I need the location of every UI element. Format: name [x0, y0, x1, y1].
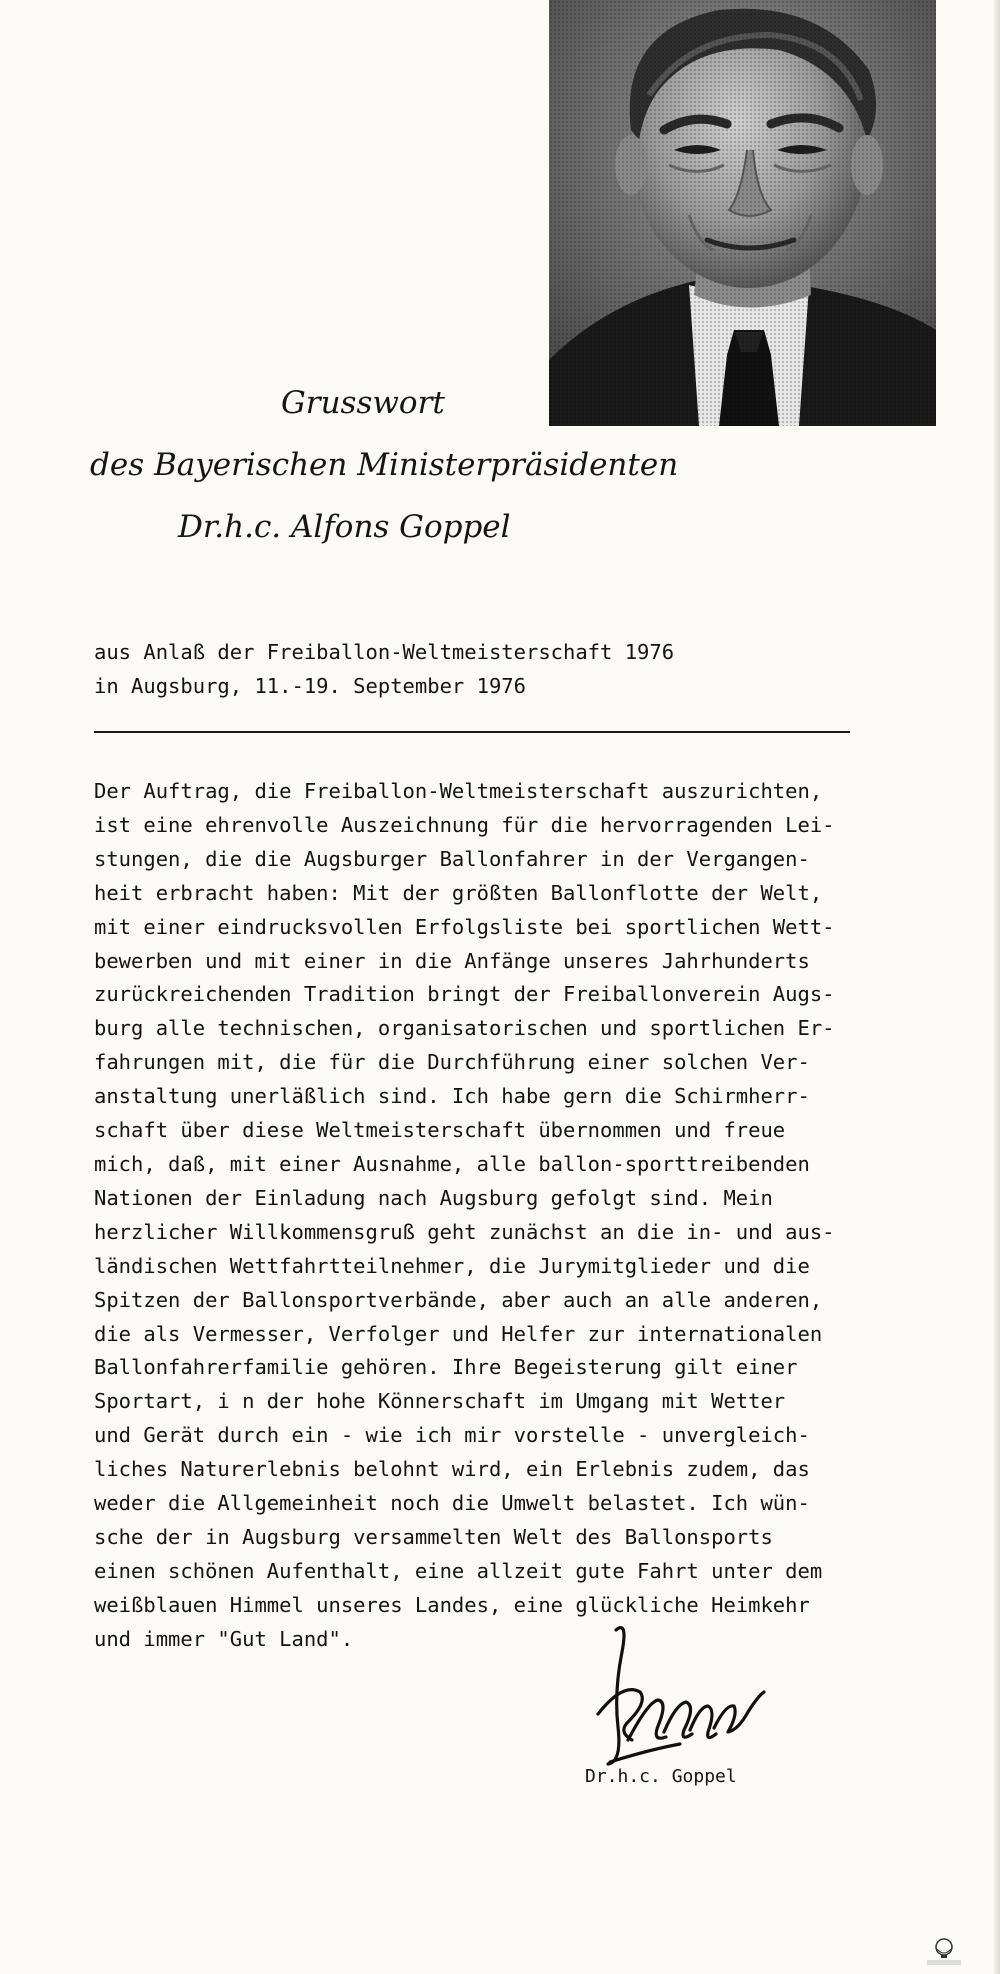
page-edge: [994, 0, 1000, 1974]
body-line: weißblauen Himmel unseres Landes, eine glückliche Heimkehr: [94, 1592, 810, 1617]
body-line: einen schönen Aufenthalt, eine allzeit gute Fahrt unter dem: [94, 1558, 823, 1583]
occasion-line-1: aus Anlaß der Freiballon-Weltmeisterschaft 1976: [94, 640, 675, 664]
greeting-heading: [60, 372, 700, 558]
body-line: anstaltung unerläßlich sind. Ich habe gern die Schirmherr-: [94, 1084, 810, 1109]
body-line: burg alle technischen, organisatorischen und sportlichen Er-: [94, 1016, 835, 1041]
body-line: zurückreichenden Tradition bringt der Freiballonverein Augs-: [94, 982, 835, 1007]
body-line: Spitzen der Ballonsportverbände, aber auch an alle anderen,: [94, 1287, 823, 1312]
occasion-line-2: in Augsburg, 11.-19. September 1976: [94, 674, 526, 698]
heading-line-2: des Bayerischen Ministerpräsidenten: [90, 447, 679, 483]
body-line: Nationen der Einladung nach Augsburg gefolgt sind. Mein: [94, 1185, 773, 1210]
portrait-photo: [549, 0, 936, 426]
body-line: die als Vermesser, Verfolger und Helfer zur internationalen: [94, 1321, 823, 1346]
body-line: und immer "Gut Land".: [94, 1626, 354, 1651]
body-line: stungen, die die Augsburger Ballonfahrer in der Vergangen-: [94, 846, 810, 871]
body-line: mit einer eindrucksvollen Erfolgsliste bei sportlichen Wett-: [94, 914, 835, 939]
body-line: heit erbracht haben: Mit der größten Ballonflotte der Welt,: [94, 880, 823, 905]
body-line: ist eine ehrenvolle Auszeichnung für die hervorragenden Lei-: [94, 812, 835, 837]
body-line: herzlicher Willkommensgruß geht zunächst an die in- und aus-: [94, 1219, 835, 1244]
body-line: weder die Allgemeinheit noch die Umwelt belastet. Ich wün-: [94, 1491, 810, 1516]
handwritten-signature: [588, 1622, 778, 1772]
body-line: Sportart, i n der hohe Könnerschaft im Umgang mit Wetter: [94, 1389, 786, 1414]
divider-rule: [94, 731, 850, 733]
greeting-body-text: [94, 775, 944, 1657]
signer-name: Dr.h.c. Goppel: [585, 1766, 737, 1787]
body-line: fahrungen mit, die für die Durchführung einer solchen Ver-: [94, 1050, 810, 1075]
body-line: mich, daß, mit einer Ausnahme, alle ballon-sporttreibenden: [94, 1151, 810, 1176]
body-line: und Gerät durch ein - wie ich mir vorstelle - unvergleich-: [94, 1423, 810, 1448]
body-line: Ballonfahrerfamilie gehören. Ihre Begeisterung gilt einer: [94, 1355, 798, 1380]
heading-line-3: Dr.h.c. Alfons Goppel: [178, 509, 511, 545]
body-line: bewerben und mit einer in die Anfänge unseres Jahrhunderts: [94, 948, 810, 973]
occasion-subtitle: [94, 635, 814, 703]
body-line: liches Naturerlebnis belohnt wird, ein Erlebnis zudem, das: [94, 1457, 810, 1482]
balloon-logo-watermark: [921, 1937, 967, 1967]
body-line: Der Auftrag, die Freiballon-Weltmeisterschaft auszurichten,: [94, 779, 823, 803]
body-line: sche der in Augsburg versammelten Welt des Ballonsports: [94, 1524, 773, 1549]
heading-line-1: Grusswort: [281, 385, 445, 421]
body-line: ländischen Wettfahrtteilnehmer, die Jurymitglieder und die: [94, 1253, 810, 1278]
body-line: schaft über diese Weltmeisterschaft übernommen und freue: [94, 1118, 786, 1143]
